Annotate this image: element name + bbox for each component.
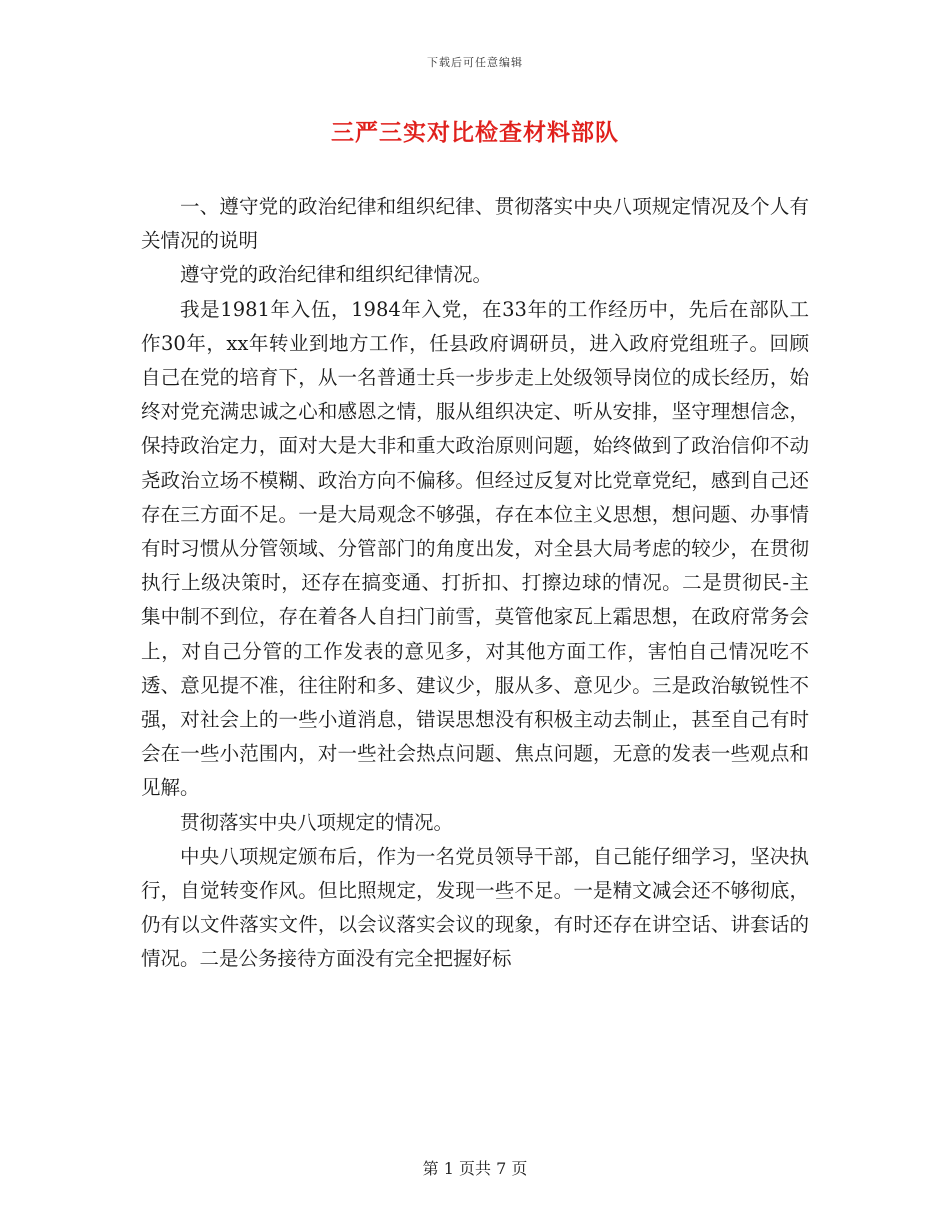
paragraph-eight-rules-detail: 中央八项规定颁布后，作为一名党员领导干部，自己能仔细学习，坚决执行，自觉转变作风。但比照规定，发现一些不足。一是精文减会还不够彻底，仍有以文件落实文件，以会议落实会议的现象，有时还存在讲空话、讲套话的情况。二是公务接待方面没有完全把握好标 [141, 844, 809, 971]
paragraph-personal-statement: 我是1981年入伍，1984年入党，在33年的工作经历中，先后在部队工作30年，xx年转业到地方工作，任县政府调研员，进入政府党组班子。回顾自己在党的培育下，从一名普通士兵一步步走上处级领导岗位的成长经历，始终对党充满忠诚之心和感恩之情，服从组织决定、听从安排，坚守理想信念，保持政治定力，面对大是大非和重大政治原则问题，始终做到了政治信仰不动尧政治立场不模糊、政治方向不偏移。但经过反复对比党章党纪，感到自己还存在三方面不足。一是大局观念不够强，存在本位主义思想，想问题、办事情有时习惯从分管领域、分管部门的角度出发，对全县大局考虑的较少，在贯彻执行上级决策时，还存在搞变通、打折扣、打擦边球的情况。二是贯彻民-主集中制不到位，存在着各人自扫门前雪，莫管他家瓦上霜思想，在政府常务会上，对自己分管的工作发表的意见多，对其他方面工作，害怕自己情况吃不透、意见提不准，往往附和多、建议少，服从多、意见少。三是政治敏锐性不强，对社会上的一些小道消息，错误思想没有积极主动去制止，甚至自己有时会在一些小范围内，对一些社会热点问题、焦点问题，无意的发表一些观点和见解。 [141, 297, 809, 800]
document-title: 三严三实对比检查材料部队 [331, 119, 619, 146]
paragraph-subheading-eight-rules: 贯彻落实中央八项规定的情况。 [180, 810, 454, 834]
paragraph-section-heading: 一、遵守党的政治纪律和组织纪律、贯彻落实中央八项规定情况及个人有关情况的说明 [141, 195, 809, 253]
page-number: 第 1 页共 7 页 [422, 1159, 528, 1178]
page-header-note: 下载后可任意编辑 [427, 56, 523, 69]
paragraph-subheading-discipline: 遵守党的政治纪律和组织纪律情况。 [180, 263, 493, 287]
document-body [141, 190, 809, 977]
